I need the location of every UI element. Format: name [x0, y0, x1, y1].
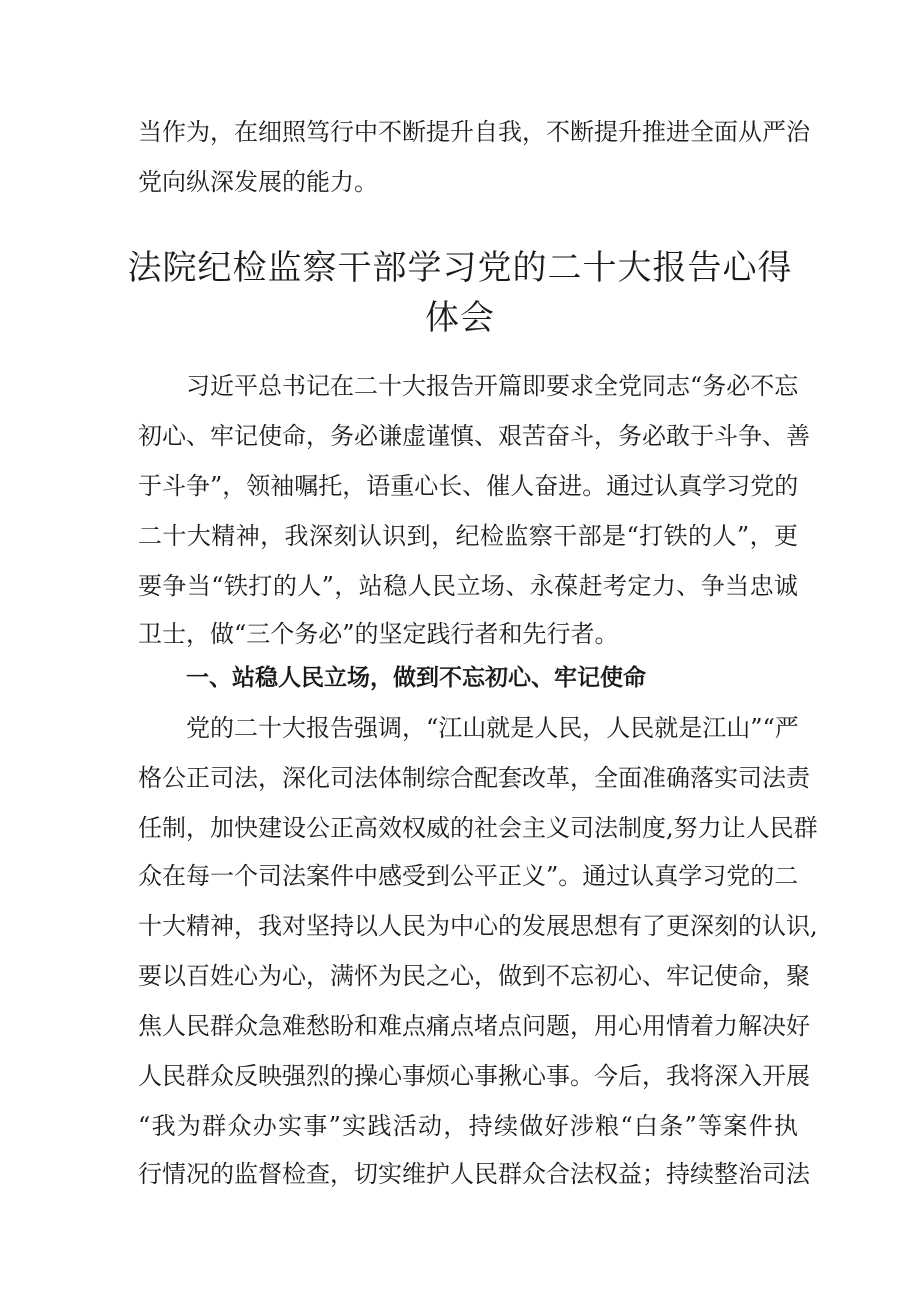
section-paragraph-line: 格公正司法，深化司法体制综合配套改革，全面准确落实司法责	[138, 764, 810, 792]
intro-paragraph-line: 习近平总书记在二十大报告开篇即要求全党同志“务必不忘	[186, 372, 799, 400]
section-paragraph-line: 行情况的监督检查，切实维护人民群众合法权益；持续整治司法	[138, 1160, 810, 1188]
intro-paragraph-line: 卫士，做“三个务必”的坚定践行者和先行者。	[138, 620, 619, 648]
section-paragraph-line: 任制，加快建设公正高效权威的社会主义司法制度,努力让人民群	[138, 814, 818, 842]
section-heading: 一、站稳人民立场，做到不忘初心、牢记使命	[186, 665, 646, 691]
intro-paragraph-line: 要争当“铁打的人”，站稳人民立场、永葆赶考定力、争当忠诚	[138, 572, 798, 600]
article-title: 法院纪检监察干部学习党的二十大报告心得	[127, 248, 793, 288]
section-paragraph-line: 人民群众反映强烈的操心事烦心事揪心事。今后，我将深入开展	[138, 1062, 810, 1090]
article-title-continued: 体会	[425, 298, 495, 338]
section-paragraph-line: 十大精神，我对坚持以人民为中心的发展思想有了更深刻的认识,	[138, 912, 818, 940]
section-paragraph-line: 要以百姓心为心，满怀为民之心，做到不忘初心、牢记使命，聚	[138, 962, 810, 990]
intro-paragraph-line: 初心、牢记使命，务必谦虚谨慎、艰苦奋斗，务必敢于斗争、善	[138, 422, 810, 450]
section-paragraph-line: 焦人民群众急难愁盼和难点痛点堵点问题，用心用情着力解决好	[138, 1012, 810, 1040]
body-text-line: 党向纵深发展的能力。	[138, 168, 378, 196]
section-paragraph-line: 党的二十大报告强调，“江山就是人民，人民就是江山”“严	[186, 714, 799, 742]
intro-paragraph-line: 于斗争”，领袖嘱托，语重心长、催人奋进。通过认真学习党的	[138, 472, 799, 500]
section-paragraph-line: “我为群众办实事”实践活动，持续做好涉粮“白条”等案件执	[138, 1112, 798, 1140]
body-text-line: 当作为，在细照笃行中不断提升自我，不断提升推进全面从严治	[138, 118, 810, 146]
intro-paragraph-line: 二十大精神，我深刻认识到，纪检监察干部是“打铁的人”，更	[138, 522, 798, 550]
section-paragraph-line: 众在每一个司法案件中感受到公平正义”。通过认真学习党的二	[138, 862, 799, 890]
